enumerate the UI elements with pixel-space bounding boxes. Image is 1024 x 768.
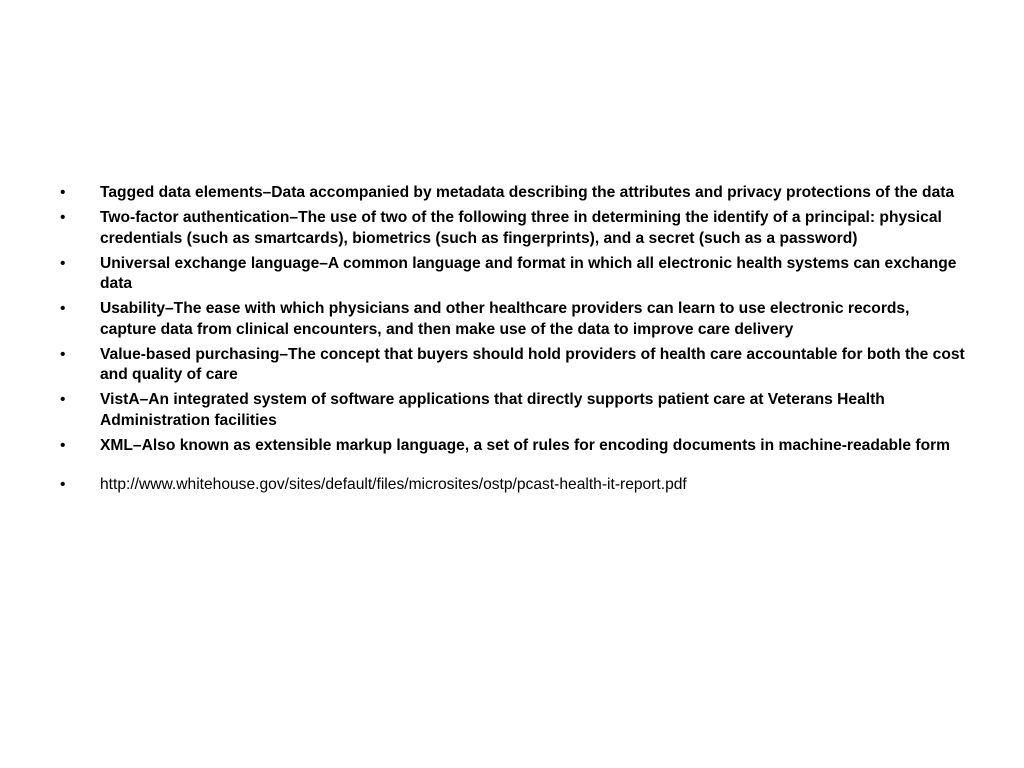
bullet-icon: •	[60, 475, 66, 493]
definition-two-factor-authentication	[60, 208, 970, 249]
definition-value-based-purchasing	[60, 345, 970, 386]
definition-vista	[60, 390, 970, 431]
definition-text: Value-based purchasing–The concept that buyers should hold providers of health care accountable for both the cost and quality of care	[100, 345, 965, 384]
bullet-icon: •	[60, 209, 66, 227]
definition-universal-exchange-language	[60, 254, 970, 295]
bullet-icon: •	[60, 254, 66, 272]
definition-tagged-data-elements	[60, 183, 970, 204]
definition-list	[60, 183, 970, 500]
definition-text: Two-factor authentication–The use of two of the following three in determining the identify of a principal: physical credentials (such as smartcards), biometrics (such as fingerprints), and a secret (such as a password)	[100, 209, 942, 247]
source-url-text: http://www.whitehouse.gov/sites/default/files/microsites/ostp/pcast-health-it-report.pdf	[100, 475, 687, 493]
definition-text: Universal exchange language–A common language and format in which all electronic health systems can exchange data	[100, 254, 957, 293]
source-url	[60, 475, 970, 496]
definition-text: XML–Also known as extensible markup language, a set of rules for encoding documents in machine-readable form	[100, 437, 951, 455]
definition-text: Usability–The ease with which physicians and other healthcare providers can learn to use electronic records, capture data from clinical encounters, and then make use of the data to improve care delivery	[100, 300, 910, 338]
definition-text: VistA–An integrated system of software applications that directly supports patient care at Veterans Health Administration facilities	[100, 391, 885, 429]
definition-usability	[60, 299, 970, 340]
definition-text: Tagged data elements–Data accompanied by metadata describing the attributes and privacy protections of the data	[100, 184, 955, 201]
bullet-icon: •	[60, 345, 66, 363]
bullet-icon: •	[60, 437, 66, 455]
bullet-icon: •	[60, 300, 66, 318]
bullet-icon: •	[60, 391, 66, 409]
definition-xml	[60, 436, 970, 457]
bullet-icon: •	[60, 184, 66, 201]
